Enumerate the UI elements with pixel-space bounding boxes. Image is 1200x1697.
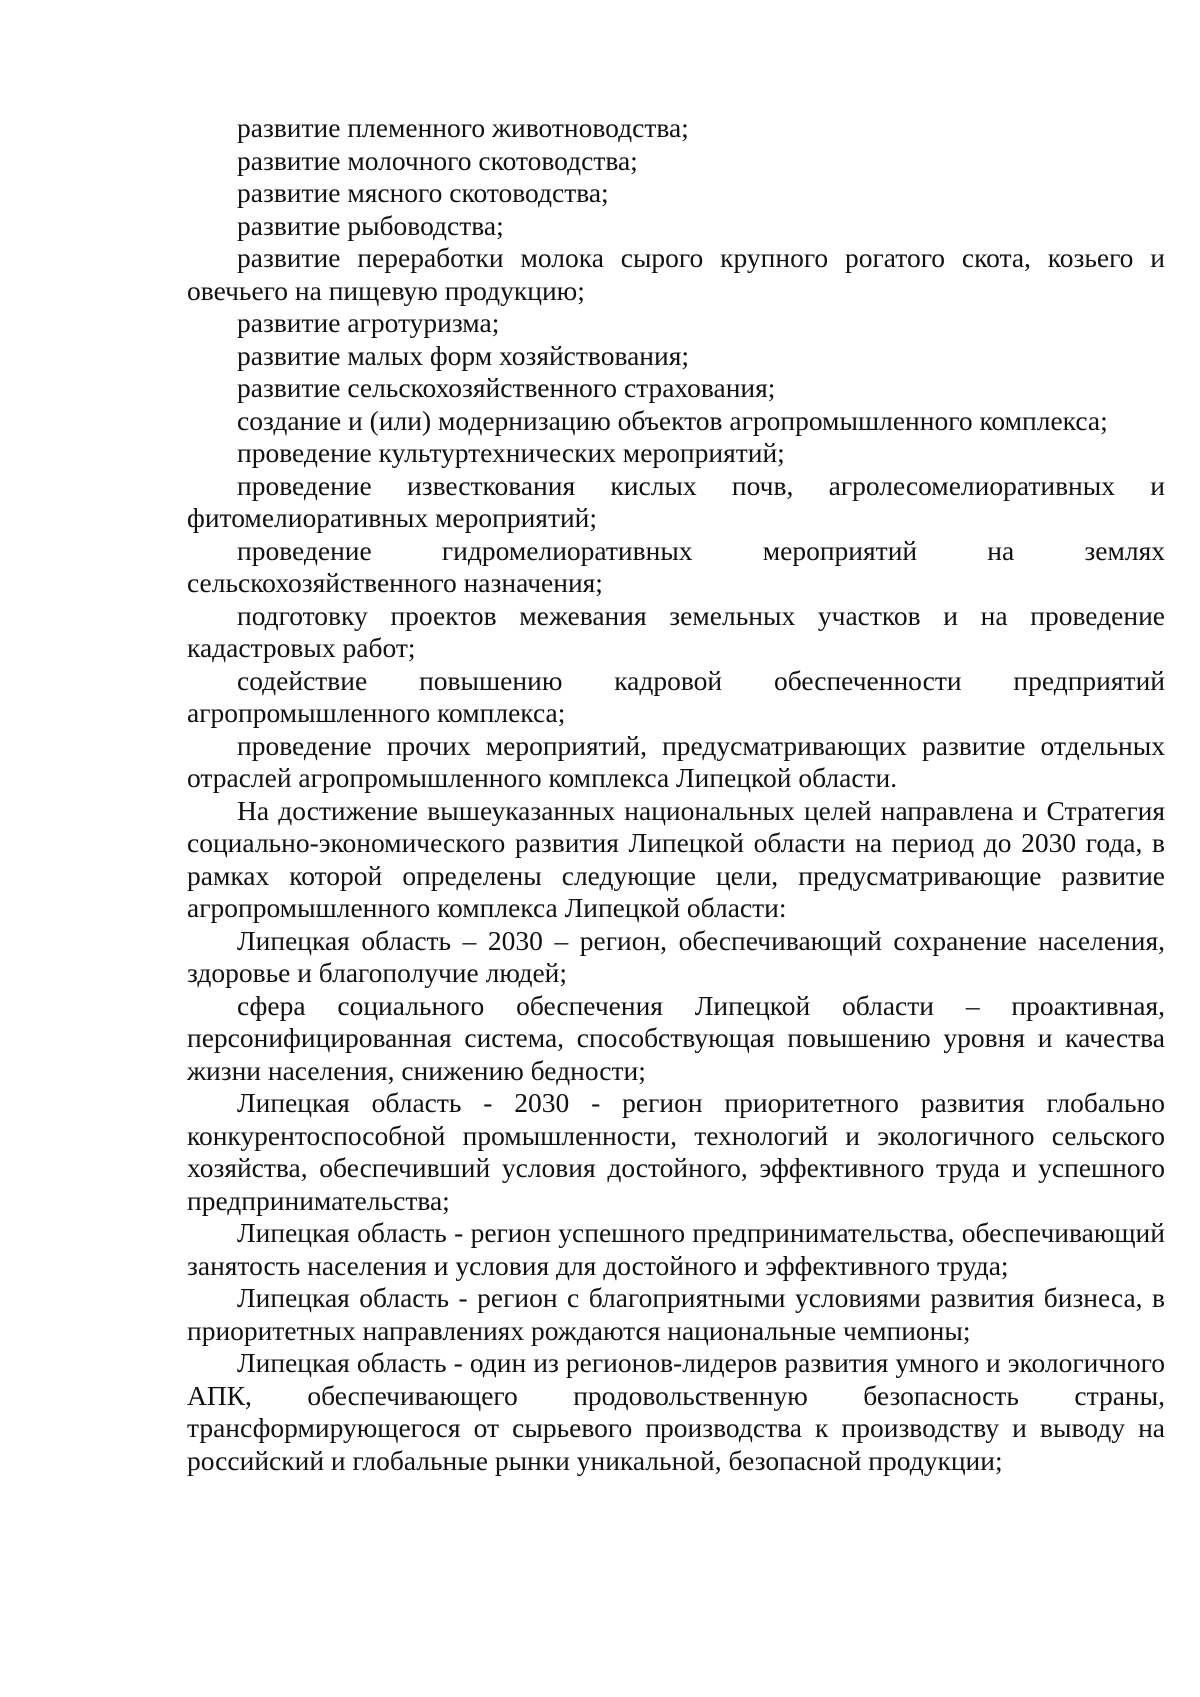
- paragraph: Липецкая область - регион с благоприятными условиями развития бизнеса, в приоритетных направлениях рождаются национальные чемпионы;: [187, 1282, 1165, 1346]
- paragraph: развитие мясного скотоводства;: [237, 177, 609, 208]
- paragraph: развитие переработки молока сырого крупного рогатого скота, козьего и овечьего на пищевую продукцию;: [187, 242, 1165, 306]
- document-page: [187, 112, 1165, 1477]
- paragraph: проведение прочих мероприятий, предусматривающих развитие отдельных отраслей агропромышленного комплекса Липецкой области.: [187, 729, 1165, 793]
- paragraph: развитие племенного животноводства;: [237, 112, 689, 143]
- paragraph: развитие сельскохозяйственного страхования;: [237, 372, 776, 403]
- paragraph: создание и (или) модернизацию объектов агропромышленного комплекса;: [237, 404, 1108, 436]
- paragraph: проведение культуртехнических мероприятий;: [237, 437, 785, 468]
- paragraph: развитие агротуризма;: [237, 307, 500, 338]
- paragraph: Липецкая область – 2030 – регион, обеспечивающий сохранение населения, здоровье и благополучие людей;: [187, 924, 1165, 988]
- paragraph: Липецкая область - регион успешного предпринимательства, обеспечивающий занятость населения и условия для достойного и эффективного труда;: [187, 1217, 1165, 1281]
- paragraph: проведение гидромелиоративных мероприятий на землях сельскохозяйственного назначения;: [187, 534, 1165, 598]
- paragraph: проведение известкования кислых почв, агролесомелиоративных и фитомелиоративных мероприятий;: [187, 469, 1165, 533]
- paragraph: развитие рыбоводства;: [237, 209, 504, 241]
- paragraph: содействие повышению кадровой обеспеченности предприятий агропромышленного комплекса;: [187, 664, 1165, 728]
- paragraph: На достижение вышеуказанных национальных целей направлена и Стратегия социально-экономического развития Липецкой области на период до 2030 года, в рамках которой определены следующие цели, предусматривающие развитие агропромышленного комплекса Липецкой области:: [187, 794, 1165, 923]
- paragraph: Липецкая область - 2030 - регион приоритетного развития глобально конкурентоспособной промышленности, технологий и экологичного сельского хозяйства, обеспечивший условия достойного, эффективного труда и успешного предпринимательства;: [187, 1087, 1165, 1216]
- paragraph: Липецкая область - один из регионов-лидеров развития умного и экологичного АПК, обеспечивающего продовольственную безопасность страны, трансформирующегося от сырьевого производства к производству и выводу на российский и глобальные рынки уникальной, безопасной продукции;: [187, 1347, 1165, 1476]
- paragraph: развитие молочного скотоводства;: [237, 144, 638, 176]
- paragraph: развитие малых форм хозяйствования;: [237, 339, 690, 371]
- paragraph: сфера социального обеспечения Липецкой области – проактивная, персонифицированная система, способствующая повышению уровня и качества жизни населения, снижению бедности;: [187, 989, 1165, 1086]
- paragraph: подготовку проектов межевания земельных участков и на проведение кадастровых работ;: [187, 599, 1165, 663]
